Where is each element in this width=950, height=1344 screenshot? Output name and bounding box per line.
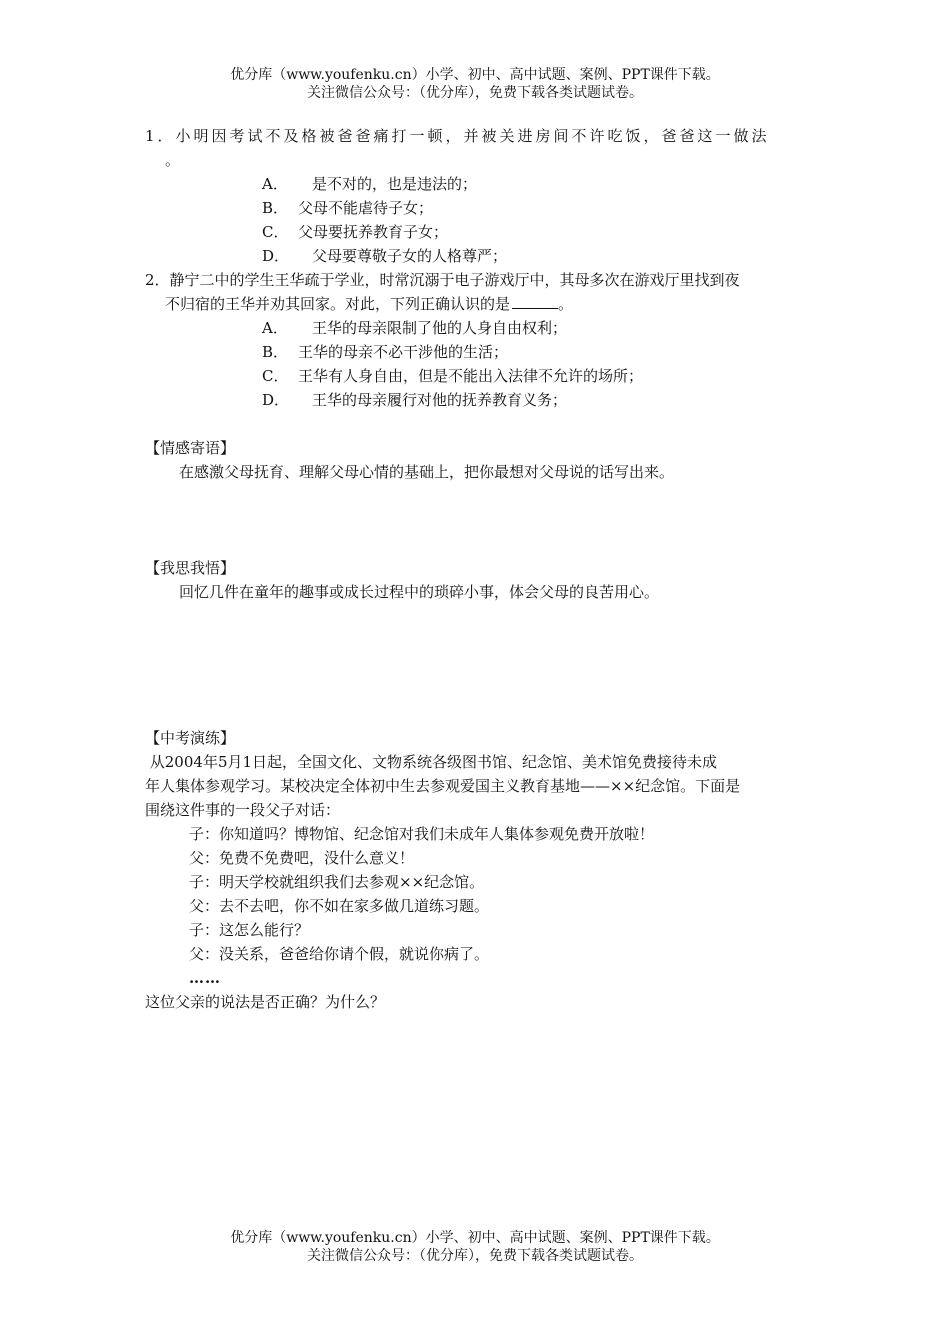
question-1-options <box>145 172 807 268</box>
option-text: 父母要抚养教育子女； <box>298 223 449 241</box>
exam-section-title: 【中考演练】 <box>145 729 236 747</box>
option-label: A． <box>262 319 288 337</box>
question-2 <box>145 268 807 316</box>
dialogue <box>145 822 807 990</box>
question-1-stem-line-1: 小明因考试不及格被爸爸痛打一顿，并被关进房间不许吃饭，爸爸这一做法 <box>175 127 770 145</box>
option-label: B． <box>262 199 289 217</box>
emotion-answer-space <box>145 484 807 556</box>
question-2-options <box>145 316 807 412</box>
exam-question: 这位父亲的说法是否正确？为什么？ <box>145 993 386 1011</box>
option-label: B． <box>262 343 289 361</box>
header-line-1: 优分库（www.youfenku.cn）小学、初中、高中试题、案例、PPT课件下载。 <box>230 67 720 83</box>
page-header <box>0 66 950 102</box>
question-2-option-c <box>262 364 807 388</box>
exam-paragraph-line-2: 年人集体参观学习。某校决定全体初中生去参观爱国主义教育基地——××纪念馆。下面是 <box>145 777 741 795</box>
question-2-stem-line-2-wrap <box>145 292 807 316</box>
dialogue-ellipsis: …… <box>189 969 221 987</box>
question-1-option-a <box>262 172 807 196</box>
question-2-stem-end: 。 <box>558 295 574 313</box>
dialogue-line: 子：这怎么能行？ <box>189 921 310 939</box>
question-1 <box>145 124 807 172</box>
option-text: 王华的母亲不必干涉他的生活； <box>298 343 509 361</box>
option-text: 王华有人身自由，但是不能出入法律不允许的场所； <box>298 367 644 385</box>
option-text: 王华的母亲履行对他的抚养教育义务； <box>312 391 568 409</box>
page-footer <box>0 1229 950 1265</box>
footer-line-1: 优分库（www.youfenku.cn）小学、初中、高中试题、案例、PPT课件下载。 <box>230 1230 720 1246</box>
question-2-stem-line-1: 静宁二中的学生王华疏于学业，时常沉溺于电子游戏厅中，其母多次在游戏厅里找到夜 <box>169 271 740 289</box>
option-label: C． <box>262 367 289 385</box>
option-label: C． <box>262 223 289 241</box>
emotion-section-text: 在感激父母抚育、理解父母心情的基础上，把你最想对父母说的话写出来。 <box>179 463 675 481</box>
question-2-number: 2． <box>145 271 170 289</box>
question-1-stem <box>145 124 807 148</box>
question-1-option-d <box>262 244 807 268</box>
dialogue-line: 父：去不去吧，你不如在家多做几道练习题。 <box>189 897 490 915</box>
reflect-answer-space <box>145 604 807 726</box>
question-2-option-a <box>262 316 807 340</box>
question-2-option-d <box>262 388 807 412</box>
exam-paragraph-line-1: 从2004年5月1日起，全国文化、文物系统各级图书馆、纪念馆、美术馆免费接待未成 <box>145 753 718 771</box>
dialogue-line: 子：明天学校就组织我们去参观××纪念馆。 <box>189 873 485 891</box>
option-label: A． <box>262 175 288 193</box>
reflect-section-text: 回忆几件在童年的趣事或成长过程中的琐碎小事，体会父母的良苦用心。 <box>179 583 660 601</box>
emotion-section-title: 【情感寄语】 <box>145 439 236 457</box>
option-label: D． <box>262 391 290 409</box>
option-label: D． <box>262 247 290 265</box>
exam-paragraph <box>145 750 807 822</box>
option-text: 是不对的，也是违法的； <box>312 175 478 193</box>
reflect-section-title: 【我思我悟】 <box>145 559 236 577</box>
question-2-stem-line-2: 不归宿的王华并劝其回家。对此，下列正确认识的是 <box>165 295 511 313</box>
dialogue-line: 子：你知道吗？博物馆、纪念馆对我们未成年人集体参观免费开放啦！ <box>189 825 655 843</box>
header-line-2: 关注微信公众号：（优分库），免费下载各类试题试卷。 <box>307 85 643 101</box>
option-text: 父母要尊敬子女的人格尊严； <box>312 247 508 265</box>
question-1-option-c <box>262 220 807 244</box>
dialogue-line: 父：没关系，爸爸给你请个假，就说你病了。 <box>189 945 490 963</box>
document-body <box>145 124 807 1014</box>
answer-blank[interactable] <box>512 292 558 309</box>
exam-paragraph-line-3: 围绕这件事的一段父子对话： <box>145 801 341 819</box>
question-1-stem-line-2: 。 <box>165 151 181 169</box>
option-text: 王华的母亲限制了他的人身自由权利； <box>312 319 568 337</box>
option-text: 父母不能虐待子女； <box>298 199 434 217</box>
footer-line-2: 关注微信公众号：（优分库），免费下载各类试题试卷。 <box>307 1248 643 1264</box>
question-2-stem <box>145 268 807 292</box>
dialogue-line: 父：免费不免费吧，没什么意义！ <box>189 849 415 867</box>
question-2-option-b <box>262 340 807 364</box>
question-1-number: 1． <box>145 127 176 145</box>
question-1-option-b <box>262 196 807 220</box>
